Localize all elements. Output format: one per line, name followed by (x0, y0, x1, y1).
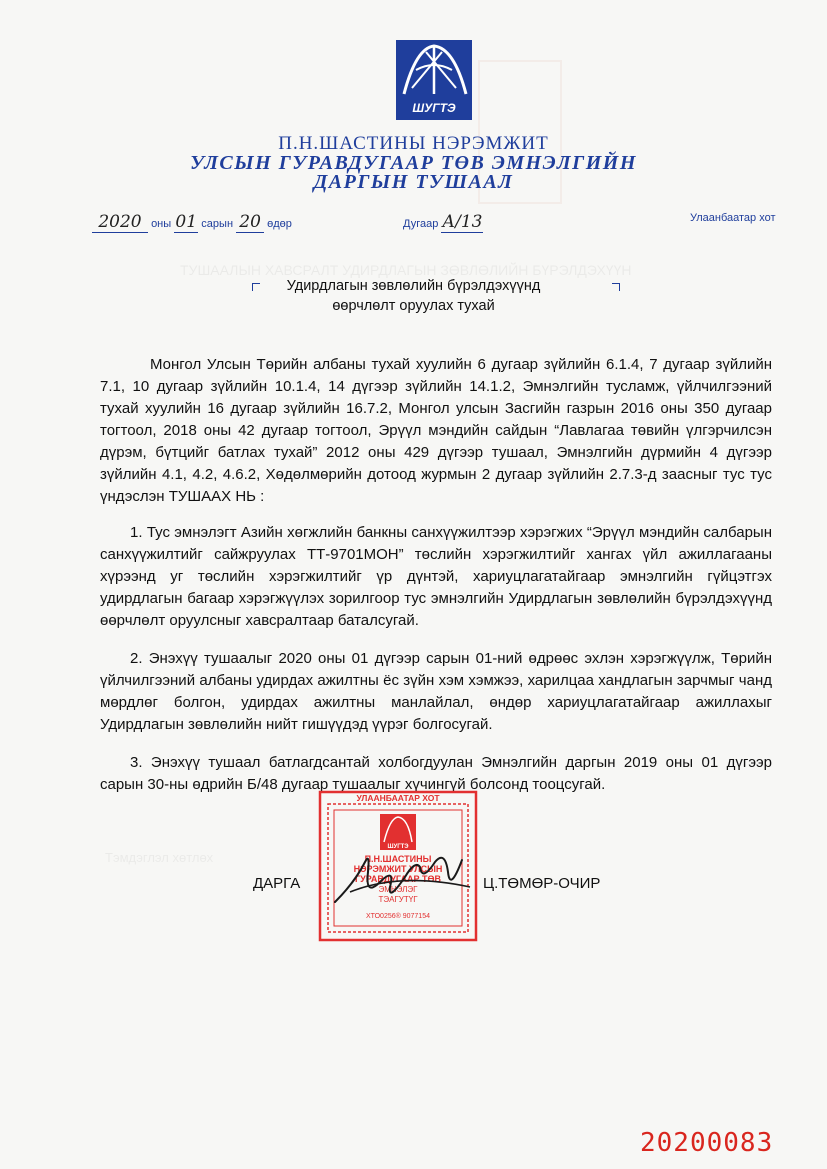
bleed-through-text: Тэмдэглэл хөтлөх (105, 850, 214, 865)
hospital-logo (396, 40, 472, 120)
subject-line2: өөрчлөлт оруулах тухай (332, 298, 495, 314)
date-line (92, 212, 292, 233)
bleed-through-text: ТУШААЛЫН ХАВСРАЛТ УДИРДЛАГЫН ЗӨВЛӨЛИЙН БҮРЭЛДЭХҮҮН (180, 262, 632, 278)
date-year-label: оны (151, 218, 172, 230)
subject-line1: Удирдлагын зөвлөлийн бүрэлдэхүүнд (286, 278, 541, 294)
header-line1: П.Н.ШАСТИНЫ НЭРЭМЖИТ (278, 133, 549, 154)
header-line2: УЛСЫН ГУРАВДУГААР ТӨВ ЭМНЭЛГИЙН (190, 152, 637, 174)
signature-scribble (330, 842, 480, 922)
stamp-bottom: ХТО0256® 9077154 (365, 913, 431, 920)
logo-text: ШУГТЭ (412, 101, 456, 115)
order-number-label: Дугаар (403, 218, 439, 230)
date-year: 2020 (92, 212, 148, 233)
subject (0, 276, 827, 316)
order-item-2: 2. Энэхүү тушаалыг 2020 оны 01 дүгээр сарын 01-ний өдрөөс эхлэн хэрэгжүүлж, Төрийн үйлчилгээний албаны удирдах ажилтны ёс зүйн хэм хэмжээ, харилцаа хандлагын зарчмыг чанд мөрдлөг болгон, удирдах ажилтны манлайлал, өндөр хариуцлагатайгаар ажиллахыг Удирдлагын зөвлөлийн нийт гишүүдэд үүрэг болгосугай. (100, 650, 772, 733)
order-number: А/13 (442, 212, 483, 232)
preamble: Монгол Улсын Төрийн албаны тухай хуулийн 6 дугаар зүйлийн 6.1.4, 7 дугаар зүйлийн 7.1, 10 дугаар зүйлийн 10.1.4, 14 дүгээр зүйлийн 14.1.2, Эмнэлгийн тусламж, үйлчилгээний тухай хуулийн 16 дугаар зүйлийн 16.7.2, Монгол улсын Засгийн газрын 2016 оны 350 дугаар тогтоол, 2018 оны 42 дугаар тогтоол, Эрүүл мэндийн сайдын “Лавлагаа төвийн үлгэрчилсэн дүрэм, бүтцийг батлах тухай” 2012 оны 429 дүгээр тушаал, Эмнэлгийн дүрмийн 4 дүгээр зүйлийн 4.1, 4.2, 4.6.2, Хөдөлмөрийн дотоод журмын 2 дугаар зүйлийн 2.7.3-д заасныг тус тус үндэслэн ТУШААХ НЬ : (100, 356, 772, 505)
stamp-line2: НЭРЭМЖИТ УЛСЫН (353, 864, 443, 874)
order-item-3: 3. Энэхүү тушаал батлагдсантай холбогдуулан Эмнэлгийн даргын 2019 оны 01 дүгээр сарын 30-ны өдрийн Б/48 дугаар тушаалыг хүчингүй болсонд тооцсугай. (100, 754, 772, 793)
order-number-line (403, 212, 483, 233)
date-day: 20 (236, 212, 264, 233)
stamp-line4: ЭМНЭЛЭГ (378, 885, 418, 894)
stamp-line3: ГУРАВДУГААР ТӨВ (355, 874, 441, 884)
header-title: ДАРГЫН ТУШААЛ (313, 171, 514, 193)
stamp-line5: ТЭАГУТҮГ (378, 895, 418, 904)
order-item-1: 1. Тус эмнэлэгт Азийн хөгжлийн банкны санхүүжилтээр хэрэгжих “Эрүүл мэндийн салбарын санхүүжилтийг сайжруулах ТТ-9701МОН” төслийн хэрэгжилтийг хангах үйл ажиллагааны хүрээнд уг төслийн хэрэгжилтийг үр дүнтэй, хариуцлагатайгаар эмнэлгийн гүйцэтгэх удирдлагын багаар хэрэгжүүлэх зорилгоор тус эмнэлгийн Удирдлагын зөвлөлийн бүрэлдэхүүнд өөрчлөлт оруулсныг хавсралтаар баталсугай. (100, 524, 772, 629)
stamp-line1: П.Н.ШАСТИНЫ (364, 854, 432, 864)
date-month-label: сарын (201, 218, 234, 230)
signer-name: Ц.ТӨМӨР-ОЧИР (483, 875, 601, 892)
city-label: Улаанбаатар хот (690, 212, 776, 224)
stamp-city: УЛААНБААТАР ХОТ (356, 793, 440, 803)
signer-title: ДАРГА (253, 875, 301, 892)
registration-number: 20200083 (640, 1128, 774, 1158)
stamp-logo-text: ШУГТЭ (387, 844, 409, 850)
date-month: 01 (175, 212, 198, 232)
date-day-label: өдөр (267, 218, 292, 230)
